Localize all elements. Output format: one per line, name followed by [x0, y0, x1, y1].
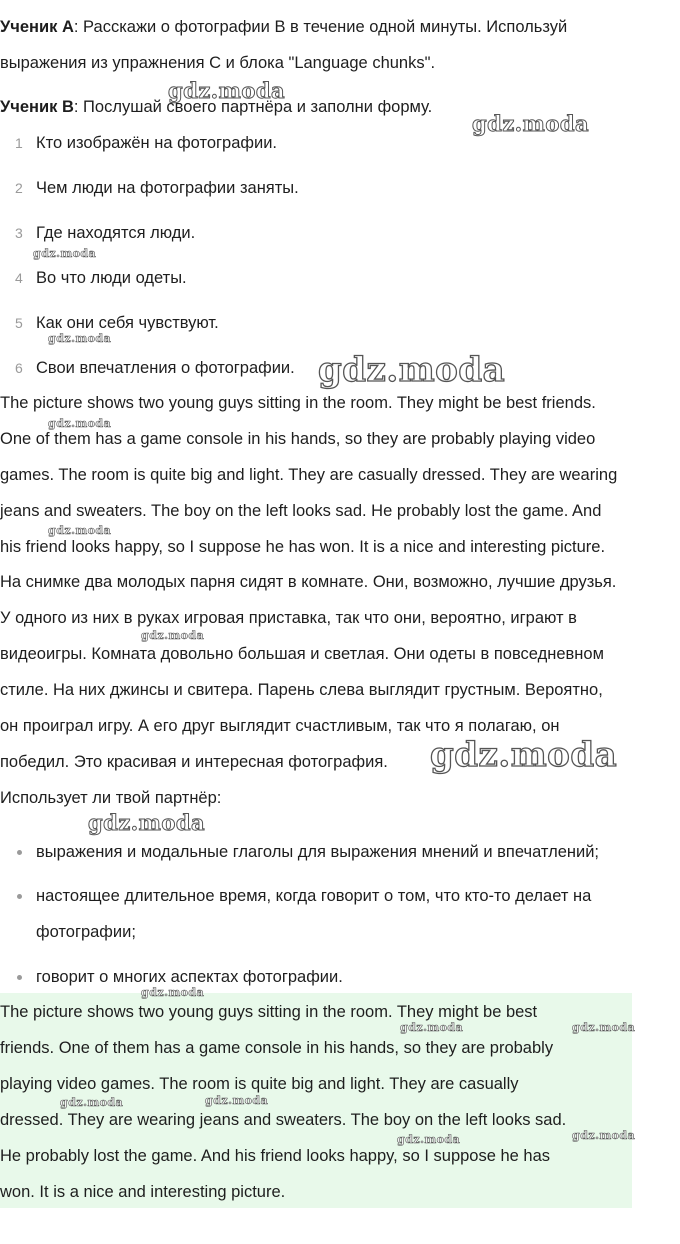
- answer-en-line: One of them has a game console in his hands, so they are probably playing video: [0, 430, 596, 448]
- question-number: 6: [15, 360, 23, 376]
- question-text: Где находятся люди.: [36, 224, 196, 242]
- question-number: 1: [15, 135, 23, 151]
- watermark: gdz.moda: [48, 332, 112, 345]
- question-number: 3: [15, 225, 23, 241]
- watermark: gdz.moda: [48, 524, 112, 537]
- answer-en-line: games. The room is quite big and light. They are casually dressed. They are wearing: [0, 466, 618, 484]
- watermark: gdz.moda: [400, 1021, 464, 1034]
- student-a-label: Ученик A: [0, 18, 74, 36]
- watermark: gdz.moda: [88, 810, 206, 835]
- question-text: Как они себя чувствуют.: [36, 314, 219, 332]
- watermark: gdz.moda: [572, 1021, 636, 1034]
- answer-ru-line: У одного из них в руках игровая приставка, так что они, вероятно, играют в: [0, 609, 577, 627]
- watermark: gdz.moda: [48, 417, 112, 430]
- watermark: gdz.moda: [472, 111, 590, 136]
- answer-en-line: his friend looks happy, so I suppose he has won. It is a nice and interesting picture.: [0, 538, 606, 556]
- watermark: gdz.moda: [168, 78, 286, 103]
- question-number: 4: [15, 270, 23, 286]
- checklist-item: выражения и модальные глаголы для выражения мнений и впечатлений;: [36, 843, 600, 861]
- question-text: Чем люди на фотографии заняты.: [36, 179, 299, 197]
- watermark: gdz.moda: [205, 1094, 269, 1107]
- checklist-item: говорит о многих аспектах фотографии.: [36, 968, 343, 986]
- checklist-item-continued: фотографии;: [36, 923, 136, 941]
- answer-ru-line: видеоигры. Комната довольно большая и светлая. Они одеты в повседневном: [0, 645, 604, 663]
- highlighted-answer-line: He probably lost the game. And his friend looks happy, so I suppose he has: [0, 1147, 551, 1165]
- answer-ru-line: стиле. На них джинсы и свитера. Парень слева выглядит грустным. Вероятно,: [0, 681, 603, 699]
- watermark: gdz.moda: [397, 1133, 461, 1146]
- watermark: gdz.moda: [430, 735, 618, 775]
- answer-ru-line: На снимке два молодых парня сидят в комнате. Они, возможно, лучшие друзья.: [0, 573, 617, 591]
- question-number: 2: [15, 180, 23, 196]
- highlighted-answer-line: playing video games. The room is quite big and light. They are casually: [0, 1075, 519, 1093]
- bullet-dot: [17, 975, 22, 980]
- highlighted-answer-line: won. It is a nice and interesting picture.: [0, 1183, 286, 1201]
- question-text: Свои впечатления о фотографии.: [36, 359, 295, 377]
- answer-en-line: The picture shows two young guys sitting in the room. They might be best friends.: [0, 394, 596, 412]
- bullet-dot: [17, 850, 22, 855]
- highlighted-answer-line: The picture shows two young guys sitting in the room. They might be best: [0, 1003, 538, 1021]
- answer-ru-line: он проиграл игру. А его друг выглядит счастливым, так что я полагаю, он: [0, 717, 560, 735]
- watermark: gdz.moda: [141, 986, 205, 999]
- task-student-a-line-2: выражения из упражнения C и блока "Language chunks".: [0, 54, 436, 72]
- watermark: gdz.moda: [60, 1096, 124, 1109]
- watermark: gdz.moda: [33, 247, 97, 260]
- checklist-heading: Использует ли твой партнёр:: [0, 789, 222, 807]
- bullet-dot: [17, 894, 22, 899]
- student-b-label: Ученик B: [0, 98, 74, 116]
- task-student-a-line-1: Ученик A: Расскажи о фотографии B в течение одной минуты. Используй: [0, 18, 568, 36]
- checklist-item: настоящее длительное время, когда говорит о том, что кто-то делает на: [36, 887, 592, 905]
- watermark: gdz.moda: [318, 350, 506, 390]
- answer-ru-line: победил. Это красивая и интересная фотография.: [0, 753, 388, 771]
- highlighted-answer-line: dressed. They are wearing jeans and sweaters. The boy on the left looks sad.: [0, 1111, 567, 1129]
- highlighted-answer-line: friends. One of them has a game console in his hands, so they are probably: [0, 1039, 554, 1057]
- question-text: Во что люди одеты.: [36, 269, 187, 287]
- watermark: gdz.moda: [141, 629, 205, 642]
- answer-en-line: jeans and sweaters. The boy on the left looks sad. He probably lost the game. And: [0, 502, 602, 520]
- watermark: gdz.moda: [572, 1129, 636, 1142]
- question-text: Кто изображён на фотографии.: [36, 134, 278, 152]
- question-number: 5: [15, 315, 23, 331]
- task-student-b-line: Ученик B: Послушай своего партнёра и заполни форму.: [0, 98, 433, 116]
